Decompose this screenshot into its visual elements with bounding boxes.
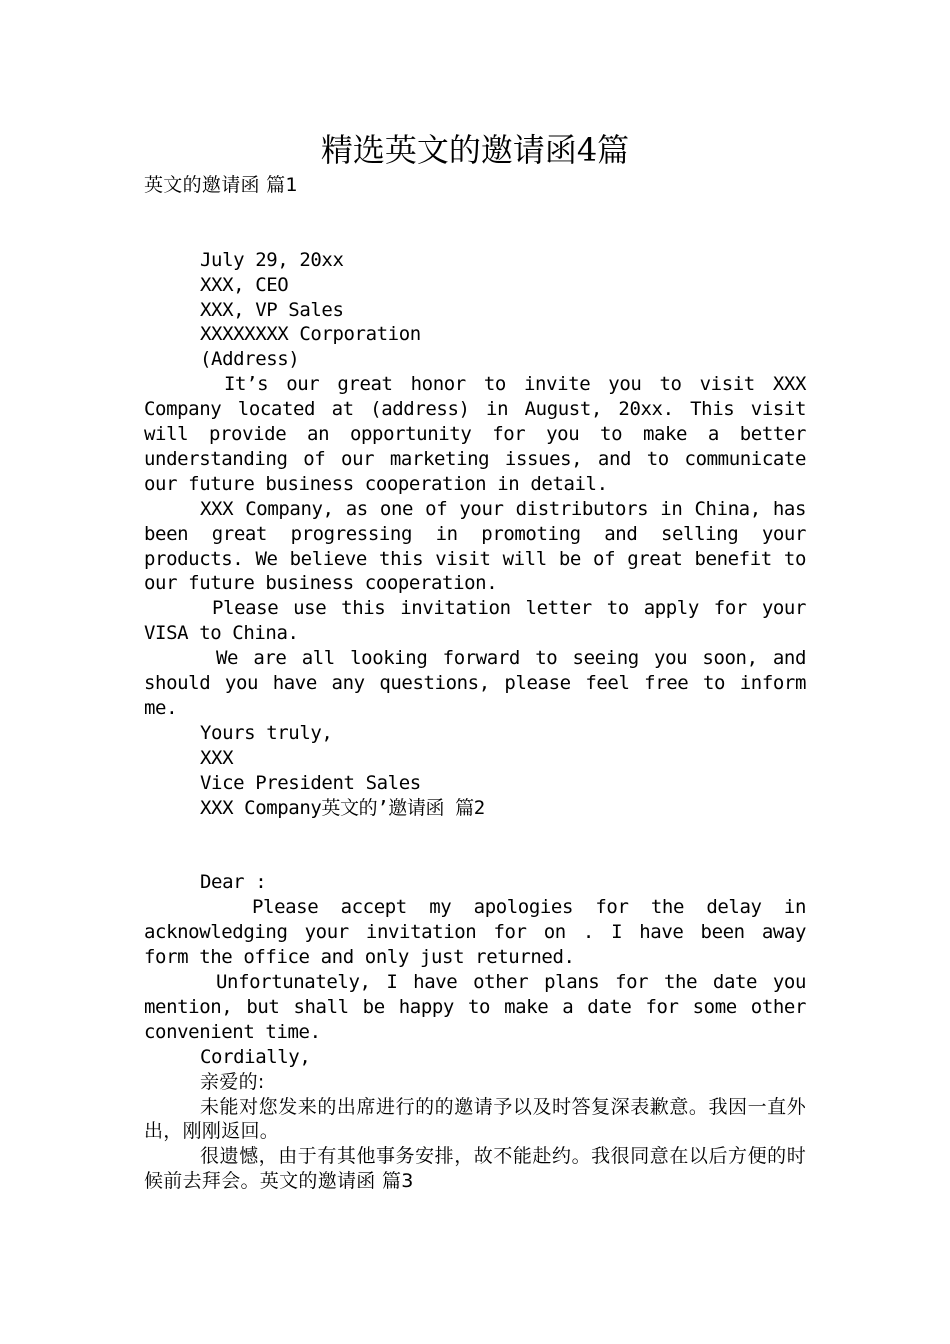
letter-salutation: Dear : bbox=[200, 871, 267, 894]
signature-name: XXX bbox=[200, 746, 234, 769]
letter-paragraph: XXX Company, as one of your distributors in China, has been great progressing in promoting and selling your products. We believe this visit will be of great benefit to our future business cooperation. bbox=[144, 497, 806, 595]
cn-salutation: 亲爱的: bbox=[200, 1070, 265, 1093]
recipient-line: XXXXXXXX Corporation bbox=[200, 323, 421, 346]
section-1-heading: 英文的邀请函 篇1 bbox=[144, 174, 298, 196]
letter-paragraph: It’s our great honor to invite you to visit XXX Company located at (address) in August, 20xx. This visit will provide an opportunity for you to make a better understanding of our marketing issues, and to communicate our future business cooperation in detail. bbox=[144, 373, 806, 495]
letter-closing: Yours truly, bbox=[200, 721, 333, 744]
letter-date: July 29, 20xx bbox=[200, 248, 344, 271]
recipient-address: (Address) bbox=[200, 348, 300, 371]
signature-company-and-section-2-heading: XXX Company英文的’邀请函 篇2 bbox=[200, 796, 485, 819]
letter-paragraph: Please use this invitation letter to apply for your VISA to China. bbox=[144, 597, 806, 645]
spacer bbox=[144, 198, 806, 248]
recipient-line: XXX, VP Sales bbox=[200, 298, 344, 321]
recipient-line: XXX, CEO bbox=[200, 273, 289, 296]
spacer bbox=[144, 821, 806, 871]
letter-paragraph: Please accept my apologies for the delay in acknowledging your invitation for on . I have been away form the office and only just returned. bbox=[144, 896, 806, 969]
letter-closing: Cordially, bbox=[200, 1045, 311, 1068]
signature-title: Vice President Sales bbox=[200, 771, 421, 794]
letter-paragraph: Unfortunately, I have other plans for the date you mention, but shall be happy to make a date for some other convenient time. bbox=[144, 970, 806, 1043]
letter-paragraph: We are all looking forward to seeing you soon, and should you have any questions, please feel free to inform me. bbox=[144, 647, 806, 720]
document-body bbox=[144, 173, 806, 1194]
cn-paragraph: 未能对您发来的出席进行的的邀请予以及时答复深表歉意。我因一直外出，刚刚返回。 bbox=[144, 1095, 806, 1143]
document-title: 精选英文的邀请函4篇 bbox=[320, 131, 630, 169]
cn-paragraph: 很遗憾，由于有其他事务安排，故不能赴约。我很同意在以后方便的时候前去拜会。英文的邀请函 篇3 bbox=[144, 1145, 806, 1193]
